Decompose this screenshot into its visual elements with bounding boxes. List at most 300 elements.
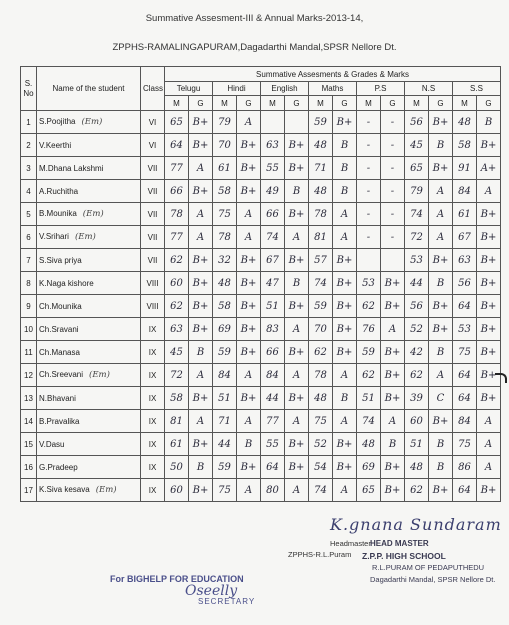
marks-cell: 66 xyxy=(165,180,189,203)
marks-cell: 58 xyxy=(453,134,477,157)
class-cell: VII xyxy=(141,203,165,226)
marks-cell: 51 xyxy=(261,295,285,318)
student-name: Ch.Manasa xyxy=(39,347,80,357)
grade-cell: - xyxy=(381,180,405,203)
marks-cell: 69 xyxy=(213,318,237,341)
serial-number: 13 xyxy=(21,387,37,410)
grade-cell: B xyxy=(477,111,501,134)
grade-cell: A xyxy=(189,226,213,249)
grade-cell: A xyxy=(285,479,309,502)
grade-cell: B+ xyxy=(285,249,309,272)
marks-cell: 59 xyxy=(309,295,333,318)
marks-subheader: M xyxy=(213,96,237,111)
serial-number: 12 xyxy=(21,364,37,387)
grade-cell: B xyxy=(333,157,357,180)
grade-cell: B+ xyxy=(381,364,405,387)
grade-cell: B+ xyxy=(429,111,453,134)
grade-cell: A xyxy=(285,318,309,341)
marks-cell: 63 xyxy=(261,134,285,157)
organization-stamp: For BIGHELP FOR EDUCATION xyxy=(110,574,244,584)
marks-cell: 51 xyxy=(405,433,429,456)
marks-cell: 64 xyxy=(453,387,477,410)
grade-cell: B+ xyxy=(381,341,405,364)
marks-cell: 62 xyxy=(357,295,381,318)
student-name-cell xyxy=(37,387,141,410)
student-name-cell xyxy=(37,410,141,433)
table-row xyxy=(21,410,501,433)
marks-cell: 84 xyxy=(453,410,477,433)
table-row xyxy=(21,295,501,318)
marks-cell: 83 xyxy=(261,318,285,341)
marks-cell: 64 xyxy=(165,134,189,157)
marks-cell: 42 xyxy=(405,341,429,364)
class-cell: IX xyxy=(141,410,165,433)
grade-cell xyxy=(285,111,309,134)
grade-cell: A xyxy=(477,180,501,203)
grade-cell: B+ xyxy=(333,318,357,341)
serial-number: 11 xyxy=(21,341,37,364)
class-cell: IX xyxy=(141,364,165,387)
grade-cell: B+ xyxy=(477,226,501,249)
marks-cell: 44 xyxy=(213,433,237,456)
grade-cell: A xyxy=(477,433,501,456)
class-cell: VII xyxy=(141,249,165,272)
marks-cell: 79 xyxy=(213,111,237,134)
student-name: Ch.Sreevani xyxy=(39,370,84,379)
grade-cell: B xyxy=(189,341,213,364)
marks-cell: 60 xyxy=(405,410,429,433)
grade-cell: B+ xyxy=(333,295,357,318)
serial-number: 1 xyxy=(21,111,37,134)
marks-cell: 65 xyxy=(357,479,381,502)
school-name: ZPPHS-RAMALINGAPURAM,Dagadarthi Mandal,SPSR Nellore Dt. xyxy=(112,42,397,53)
grade-cell xyxy=(381,249,405,272)
marks-cell: 39 xyxy=(405,387,429,410)
grade-cell: B+ xyxy=(429,249,453,272)
grade-cell: B+ xyxy=(477,203,501,226)
marks-cell: - xyxy=(357,157,381,180)
marks-cell: 74 xyxy=(261,226,285,249)
grade-cell: A xyxy=(285,410,309,433)
student-name-cell xyxy=(37,364,141,387)
table-row xyxy=(21,387,501,410)
grade-cell: B+ xyxy=(381,295,405,318)
student-name-cell xyxy=(37,157,141,180)
marks-subheader: M xyxy=(405,96,429,111)
table-row xyxy=(21,249,501,272)
marks-cell: 76 xyxy=(357,318,381,341)
subject-header: Telugu xyxy=(165,82,213,96)
grade-cell: B+ xyxy=(381,387,405,410)
grade-cell: A xyxy=(381,410,405,433)
marks-cell: 52 xyxy=(309,433,333,456)
marks-cell: 65 xyxy=(165,111,189,134)
subject-header: P.S xyxy=(357,82,405,96)
marks-cell: 48 xyxy=(213,272,237,295)
medium-note: (Em) xyxy=(95,485,117,495)
secretary-label: SECRETARY xyxy=(198,597,256,606)
grade-subheader: G xyxy=(381,96,405,111)
serial-number: 14 xyxy=(21,410,37,433)
grade-cell: B+ xyxy=(333,433,357,456)
marks-cell: 54 xyxy=(309,456,333,479)
grade-cell: A xyxy=(237,364,261,387)
marks-subheader: M xyxy=(261,96,285,111)
grade-cell: A xyxy=(237,479,261,502)
student-name-cell xyxy=(37,318,141,341)
marks-cell: 61 xyxy=(453,203,477,226)
grade-cell: A xyxy=(333,226,357,249)
grade-cell: A xyxy=(477,410,501,433)
marks-subheader: M xyxy=(357,96,381,111)
student-name: N.Bhavani xyxy=(39,393,76,403)
grade-cell: A xyxy=(285,364,309,387)
table-row xyxy=(21,341,501,364)
serial-number: 9 xyxy=(21,295,37,318)
marks-cell xyxy=(357,249,381,272)
grade-cell: B+ xyxy=(237,387,261,410)
grade-cell: B xyxy=(189,456,213,479)
grade-cell: B+ xyxy=(237,295,261,318)
marks-cell: 45 xyxy=(165,341,189,364)
marks-cell: 86 xyxy=(453,456,477,479)
class-cell: VI xyxy=(141,134,165,157)
marks-cell: 62 xyxy=(165,295,189,318)
marks-cell: 77 xyxy=(165,157,189,180)
marks-cell: 78 xyxy=(213,226,237,249)
grade-cell: B+ xyxy=(429,410,453,433)
grade-cell: B+ xyxy=(477,272,501,295)
table-row xyxy=(21,134,501,157)
marks-cell: 55 xyxy=(261,433,285,456)
grade-cell: B+ xyxy=(477,295,501,318)
marks-cell: 84 xyxy=(453,180,477,203)
marks-table xyxy=(20,66,501,502)
grade-cell: - xyxy=(381,203,405,226)
marks-cell: - xyxy=(357,226,381,249)
grade-cell: B+ xyxy=(477,341,501,364)
marks-cell: 62 xyxy=(357,364,381,387)
marks-cell: - xyxy=(357,180,381,203)
marks-cell: 91 xyxy=(453,157,477,180)
grade-cell: B xyxy=(429,341,453,364)
medium-note: (Em) xyxy=(89,370,110,380)
marks-cell: 53 xyxy=(357,272,381,295)
marks-cell: 64 xyxy=(261,456,285,479)
marks-cell: 81 xyxy=(309,226,333,249)
grade-cell: A xyxy=(333,364,357,387)
table-row xyxy=(21,272,501,295)
marks-cell: 84 xyxy=(261,364,285,387)
marks-cell: 48 xyxy=(405,456,429,479)
marks-cell: 71 xyxy=(213,410,237,433)
marks-cell: 64 xyxy=(453,295,477,318)
grade-cell: A xyxy=(333,479,357,502)
grade-cell: B+ xyxy=(381,456,405,479)
grade-cell: B xyxy=(429,272,453,295)
grade-cell: B+ xyxy=(189,272,213,295)
marks-cell: 70 xyxy=(213,134,237,157)
table-row xyxy=(21,111,501,134)
marks-cell: 56 xyxy=(405,295,429,318)
grade-cell: B+ xyxy=(189,433,213,456)
grade-cell: B+ xyxy=(285,134,309,157)
marks-cell: 60 xyxy=(165,479,189,502)
class-cell: IX xyxy=(141,318,165,341)
marks-cell: 45 xyxy=(405,134,429,157)
serial-number: 17 xyxy=(21,479,37,502)
marks-cell: 62 xyxy=(309,341,333,364)
serial-number: 7 xyxy=(21,249,37,272)
marks-cell: 58 xyxy=(213,180,237,203)
headmaster-label: Headmaster xyxy=(330,539,371,548)
marks-cell: 69 xyxy=(357,456,381,479)
medium-note: (Em) xyxy=(82,209,104,219)
marks-cell: 60 xyxy=(165,272,189,295)
marks-cell: 75 xyxy=(213,203,237,226)
grade-cell: B+ xyxy=(429,318,453,341)
marks-cell: 74 xyxy=(357,410,381,433)
marks-cell: 70 xyxy=(309,318,333,341)
student-name-cell xyxy=(37,203,141,226)
stamp-mandal: Dagadarthi Mandal, SPSR Nellore Dt. xyxy=(370,575,496,584)
serial-number: 6 xyxy=(21,226,37,249)
grade-cell: B+ xyxy=(285,157,309,180)
grade-subheader: G xyxy=(189,96,213,111)
marks-cell: 32 xyxy=(213,249,237,272)
student-name-cell xyxy=(37,180,141,203)
marks-subheader: M xyxy=(165,96,189,111)
marks-cell: 66 xyxy=(261,203,285,226)
grade-cell: A+ xyxy=(477,157,501,180)
grade-cell: B+ xyxy=(285,203,309,226)
grade-cell: B+ xyxy=(189,180,213,203)
grade-cell: A xyxy=(189,410,213,433)
table-row xyxy=(21,318,501,341)
group-header: Summative Assesments & Grades & Marks xyxy=(165,67,501,82)
class-cell: VII xyxy=(141,226,165,249)
grade-cell: B+ xyxy=(189,295,213,318)
grade-cell: B xyxy=(237,433,261,456)
marks-cell: 72 xyxy=(405,226,429,249)
marks-cell: 66 xyxy=(261,341,285,364)
student-name-cell xyxy=(37,295,141,318)
marks-cell: 75 xyxy=(453,433,477,456)
student-name: V.Srihari xyxy=(39,232,69,241)
grade-cell: B+ xyxy=(333,456,357,479)
grade-cell: C xyxy=(429,387,453,410)
grade-cell: - xyxy=(381,226,405,249)
grade-cell: B+ xyxy=(477,134,501,157)
grade-cell: B+ xyxy=(285,456,309,479)
marks-cell: 53 xyxy=(453,318,477,341)
marks-cell: 78 xyxy=(309,203,333,226)
serial-number: 3 xyxy=(21,157,37,180)
marks-cell: 58 xyxy=(165,387,189,410)
grade-cell: B xyxy=(333,180,357,203)
grade-cell: A xyxy=(477,456,501,479)
marks-cell: 63 xyxy=(165,318,189,341)
student-name: V.Dasu xyxy=(39,439,65,449)
grade-cell: A xyxy=(285,226,309,249)
col-sno-header: S. No xyxy=(21,67,37,111)
grade-cell: A xyxy=(429,226,453,249)
marks-cell: 50 xyxy=(165,456,189,479)
headmaster-stamp: HEAD MASTER xyxy=(370,539,429,548)
grade-cell: B+ xyxy=(381,479,405,502)
marks-cell: 67 xyxy=(261,249,285,272)
marks-cell: 61 xyxy=(213,157,237,180)
marks-cell: 59 xyxy=(213,341,237,364)
serial-number: 8 xyxy=(21,272,37,295)
grade-cell: B xyxy=(333,387,357,410)
grade-cell: A xyxy=(237,410,261,433)
class-cell: VII xyxy=(141,157,165,180)
marks-cell: - xyxy=(357,134,381,157)
marks-cell: 56 xyxy=(405,111,429,134)
pen-mark xyxy=(495,373,507,383)
marks-cell: 62 xyxy=(165,249,189,272)
marks-cell: 48 xyxy=(453,111,477,134)
table-row xyxy=(21,479,501,502)
marks-cell: 61 xyxy=(165,433,189,456)
marks-cell: 78 xyxy=(309,364,333,387)
subject-header: Hindi xyxy=(213,82,261,96)
marks-cell: 51 xyxy=(213,387,237,410)
grade-cell: B+ xyxy=(477,249,501,272)
marks-cell: 48 xyxy=(357,433,381,456)
grade-cell: A xyxy=(333,203,357,226)
student-name-cell xyxy=(37,433,141,456)
marks-cell: 71 xyxy=(309,157,333,180)
marks-cell: 64 xyxy=(453,364,477,387)
grade-cell: B+ xyxy=(429,295,453,318)
student-name-cell xyxy=(37,479,141,502)
marks-subheader: M xyxy=(453,96,477,111)
marks-cell: 67 xyxy=(453,226,477,249)
grade-cell: - xyxy=(381,157,405,180)
marks-cell: 77 xyxy=(261,410,285,433)
marks-cell: 48 xyxy=(309,134,333,157)
student-name-cell xyxy=(37,249,141,272)
report-title: Summative Assesment-III & Annual Marks-2013-14, xyxy=(145,13,364,24)
marks-cell: 75 xyxy=(309,410,333,433)
grade-cell: B+ xyxy=(429,157,453,180)
serial-number: 15 xyxy=(21,433,37,456)
grade-cell: B+ xyxy=(333,111,357,134)
class-cell: IX xyxy=(141,456,165,479)
grade-cell: B+ xyxy=(333,249,357,272)
student-name: K.Naga kishore xyxy=(39,278,94,288)
student-name-cell xyxy=(37,111,141,134)
marks-cell: 72 xyxy=(165,364,189,387)
table-row xyxy=(21,180,501,203)
marks-cell: - xyxy=(357,203,381,226)
grade-cell: B+ xyxy=(477,387,501,410)
medium-note: (Em) xyxy=(81,117,103,127)
marks-cell: 48 xyxy=(309,180,333,203)
marks-cell: 59 xyxy=(357,341,381,364)
table-row xyxy=(21,433,501,456)
marks-cell: 52 xyxy=(405,318,429,341)
grade-cell: B+ xyxy=(237,318,261,341)
grade-cell: B+ xyxy=(333,272,357,295)
grade-cell: - xyxy=(381,111,405,134)
class-cell: VII xyxy=(141,180,165,203)
grade-cell: B+ xyxy=(237,456,261,479)
grade-cell: B+ xyxy=(237,134,261,157)
marks-cell: 78 xyxy=(165,203,189,226)
grade-cell: A xyxy=(237,226,261,249)
marks-cell: 80 xyxy=(261,479,285,502)
marks-cell: 59 xyxy=(213,456,237,479)
table-row xyxy=(21,157,501,180)
grade-cell: B+ xyxy=(237,341,261,364)
marks-cell: 59 xyxy=(309,111,333,134)
grade-cell: B+ xyxy=(285,387,309,410)
marks-cell: 64 xyxy=(453,479,477,502)
grade-cell: B+ xyxy=(189,479,213,502)
marks-cell: 75 xyxy=(213,479,237,502)
marks-cell: 79 xyxy=(405,180,429,203)
student-name: B.Pravalika xyxy=(39,416,80,426)
marks-cell: 65 xyxy=(405,157,429,180)
marks-cell: 63 xyxy=(453,249,477,272)
serial-number: 10 xyxy=(21,318,37,341)
grade-cell: B+ xyxy=(189,249,213,272)
table-row xyxy=(21,364,501,387)
class-cell: IX xyxy=(141,341,165,364)
marks-cell: 49 xyxy=(261,180,285,203)
student-name-cell xyxy=(37,456,141,479)
student-name: M.Dhana Lakshmi xyxy=(39,163,104,173)
grade-cell: A xyxy=(237,111,261,134)
subject-header: English xyxy=(261,82,309,96)
marks-cell: 74 xyxy=(405,203,429,226)
marks-cell: 48 xyxy=(309,387,333,410)
marks-cell: 44 xyxy=(405,272,429,295)
grade-cell: B+ xyxy=(237,249,261,272)
student-name: S.Poojitha xyxy=(39,117,76,126)
grade-cell: B xyxy=(285,272,309,295)
grade-cell: B xyxy=(381,433,405,456)
student-name: Ch.Sravani xyxy=(39,324,79,334)
student-name: V.Keerthi xyxy=(39,140,72,150)
grade-cell: B+ xyxy=(285,433,309,456)
subject-header: N.S xyxy=(405,82,453,96)
marks-cell: 84 xyxy=(213,364,237,387)
grade-cell: B+ xyxy=(429,479,453,502)
col-name-header: Name of the student xyxy=(37,67,141,111)
grade-subheader: G xyxy=(237,96,261,111)
grade-cell: B xyxy=(429,134,453,157)
marks-cell: 56 xyxy=(453,272,477,295)
grade-cell: A xyxy=(381,318,405,341)
table-row xyxy=(21,456,501,479)
marks-cell: 62 xyxy=(405,364,429,387)
grade-cell: A xyxy=(333,410,357,433)
grade-cell: B xyxy=(285,180,309,203)
grade-cell: A xyxy=(429,203,453,226)
grade-cell: B+ xyxy=(189,318,213,341)
secretary-signature: Oseelly xyxy=(185,583,238,599)
grade-cell: B xyxy=(429,433,453,456)
marks-cell: 77 xyxy=(165,226,189,249)
grade-cell: B+ xyxy=(477,364,501,387)
col-class-header: Class xyxy=(141,67,165,111)
student-name: Ch.Mounika xyxy=(39,301,82,311)
grade-cell: B+ xyxy=(189,111,213,134)
